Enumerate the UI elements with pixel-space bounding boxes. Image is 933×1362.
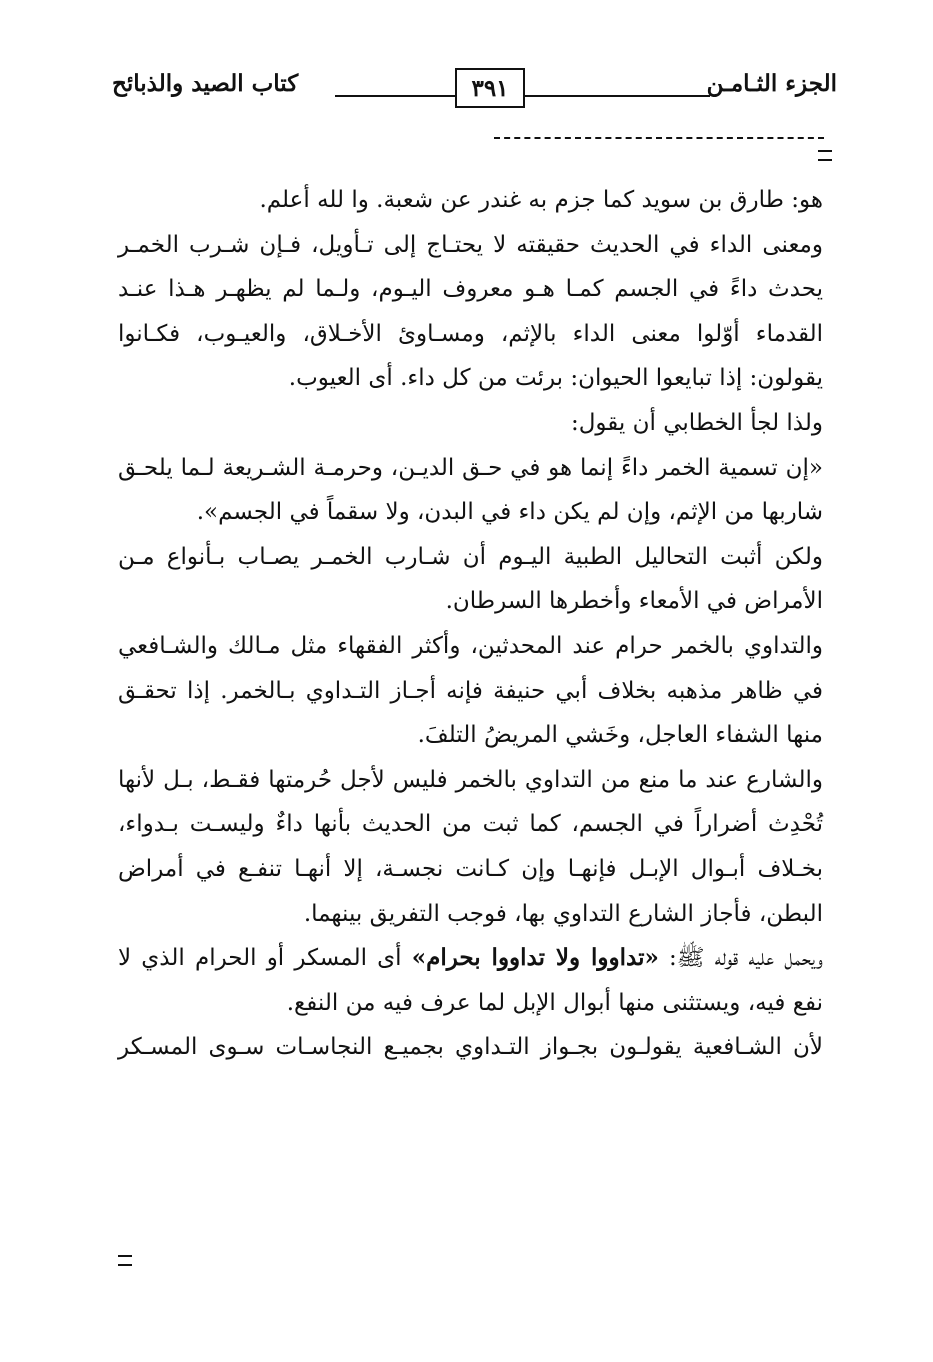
- page-number: ٣٩١: [471, 74, 509, 102]
- paragraph-4: «إن تسمية الخمر داءً إنما هو في حـق الديـن، وحرمـة الشـريعة لـما يلحـق شاربها من الإثم، وإن لم يكن داء في البدن، ولا سقماً في الجسم».: [118, 454, 823, 526]
- page-number-box: [455, 68, 525, 108]
- header-rule-left: [335, 95, 455, 97]
- volume-label: الجزء الثـامـن: [706, 70, 837, 97]
- header-rule-right: [525, 95, 710, 97]
- continuation-mark-bottom: [118, 1255, 132, 1266]
- paragraph-5: ولكن أثبت التحاليل الطبية اليـوم أن شـارب الخمـر يصـاب بـأنواع مـن الأمراض في الأمعاء وأخطرها السرطان.: [118, 543, 823, 615]
- continuation-mark-top: [818, 150, 832, 161]
- paragraph-7: والشارع عند ما منع من التداوي بالخمر فليس لأجل حُرمتها فقـط، بـل لأنها تُحْدِث أضراراً في الجسم، كما ثبت من الحديث بأنها داءٌ وليسـت بـدواء، بخـلاف أبـوال الإبـل فإنهـا وإن كـانت نجسـة، إلا أنهـا تنفـع في أمراض البطن، فأجاز الشارع التداوي بها، فوجب التفريق بينهما.: [118, 766, 823, 927]
- book-title: كتاب الصيد والذبائح: [112, 70, 299, 97]
- paragraph-3: ولذا لجأ الخطابي أن يقول:: [570, 409, 823, 436]
- paragraph-6: والتداوي بالخمر حرام عند المحدثين، وأكثر الفقهاء مثل مـالك والشـافعي في ظاهر مذهبه بخلاف أبي حنيفة فإنه أجـاز التـداوي بـالخمر. إذا تحقـق منها الشفاء العاجل، وخَشي المريضُ التلفَ.: [118, 632, 823, 749]
- dashed-divider: [494, 137, 824, 139]
- paragraph-8-lead: ويحمل عليه قوله ﷺ:: [658, 945, 823, 972]
- paragraph-1: هو: طارق بن سويد كما جزم به غندر عن شعبة. وا لله أعلم.: [259, 187, 823, 213]
- paragraph-8-tail: أى المسكر أو الحرام الذي لا نفع فيه، ويستثنى منها أبوال الإبل لما عرف فيه من النفع.: [118, 945, 823, 1016]
- paragraph-9: لأن الشـافعية يقولـون بجـواز التـداوي بجميـع النجاسـات سـوى المسـكر: [118, 1034, 823, 1061]
- body-text: [118, 178, 823, 1070]
- paragraph-8: [118, 936, 823, 1025]
- paragraph-2: ومعنى الداء في الحديث حقيقته لا يحتـاج إلى تـأويل، فـإن شـرب الخمـر يحدث داءً في الجسم كمـا هـو معروف اليـوم، ولـما لم يظهـر هـذا عنـد القدماء أوّلوا معنى الداء بالإثم، ومسـاوئ الأخـلاق، والعيـوب، فكـانوا يقولون: إذا تبايعوا الحيوان: برئت من كل داء. أى العيوب.: [118, 231, 823, 392]
- hadith-quote: «تداووا ولا تداووا بحرام»: [411, 944, 659, 972]
